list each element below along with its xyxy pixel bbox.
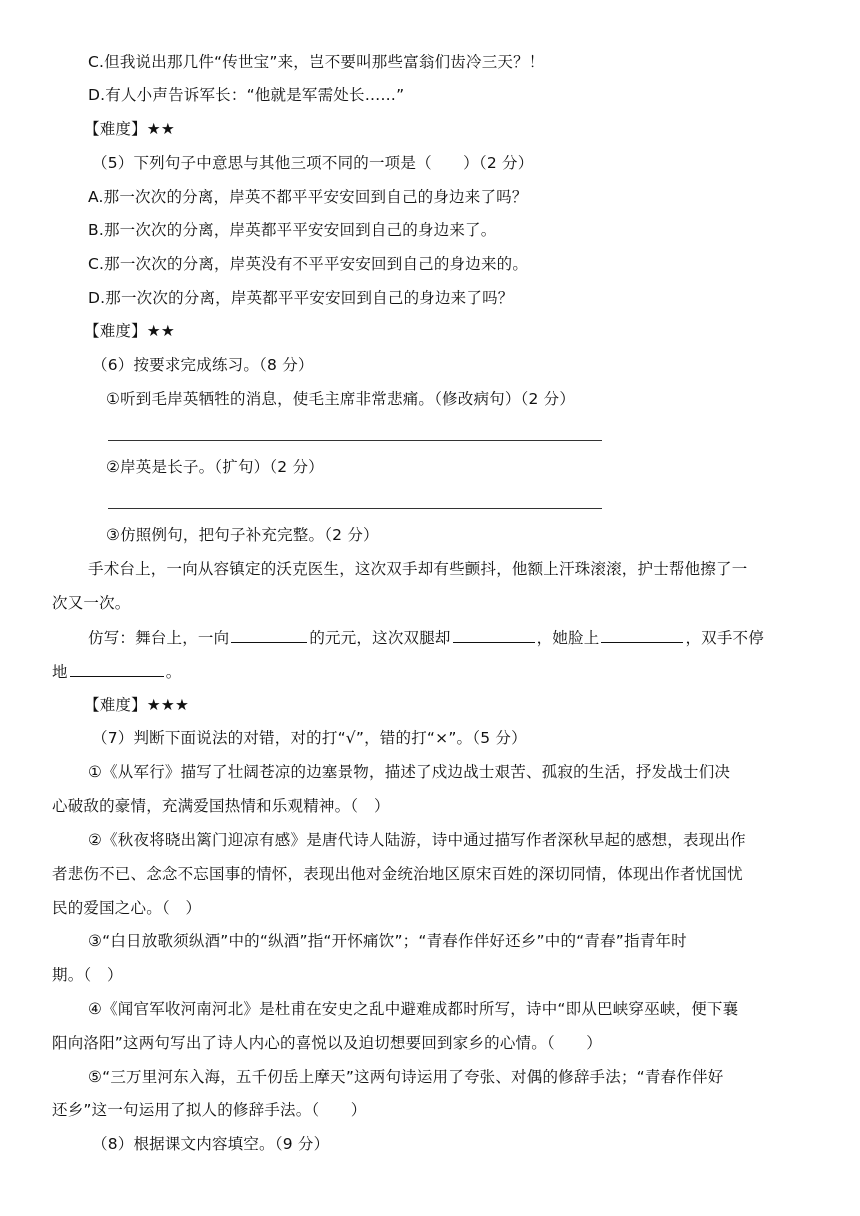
example-sentence-line-1: 手术台上，一向从容镇定的沃克医生，这次双手却有些颤抖，他额上汗珠滚滚，护士帮他擦了一 [88, 560, 748, 578]
imitation-text: 。 [165, 663, 182, 681]
question-8-stem: （8）根据课文内容填空。（9 分） [92, 1135, 330, 1153]
question-7-stem: （7）判断下面说法的对错，对的打“√”，错的打“×”。（5 分） [92, 729, 527, 747]
fill-blank[interactable] [70, 660, 164, 677]
question-7-item-3: ③“白日放歌须纵酒”中的“纵酒”指“开怀痛饮”；“青春作伴好还乡”中的“青春”指青年时 [88, 932, 687, 950]
question-5-stem: （5）下列句子中意思与其他三项不同的一项是（ ）（2 分） [92, 154, 534, 172]
imitation-text: 仿写：舞台上，一向 [88, 629, 230, 647]
question-7-item-1-cont: 心破敌的豪情，充满爱国热情和乐观精神。（ ） [52, 797, 390, 815]
difficulty-label: 【难度】★★★ [84, 696, 190, 714]
imitation-text: ，双手不停 [685, 629, 764, 647]
question-6-item-3: ③仿照例句，把句子补充完整。（2 分） [106, 526, 379, 544]
imitation-line-2 [52, 660, 181, 683]
option-c-line: C.但我说出那几件“传世宝”来，岂不要叫那些富翁们齿冷三天？！ [88, 53, 545, 71]
question-6-item-2: ②岸英是长子。（扩句）（2 分） [106, 458, 324, 476]
question-7-item-3-cont: 期。（ ） [52, 966, 123, 984]
question-7-item-1: ①《从军行》描写了壮阔苍凉的边塞景物，描述了戍边战士艰苦、孤寂的生活，抒发战士们决 [88, 763, 731, 781]
option-d-line: D.有人小声告诉军长：“他就是军需处长……” [88, 86, 405, 104]
question-7-item-4: ④《闻官军收河南河北》是杜甫在安史之乱中避难成都时所写，诗中“即从巴峡穿巫峡，便下襄 [88, 1000, 739, 1018]
question-7-item-2-cont: 者悲伤不已、念念不忘国事的情怀，表现出他对金统治地区原宋百姓的深切同情，体现出作者忧国忧 [52, 865, 743, 883]
imitation-line-1 [88, 626, 764, 649]
question-7-item-5: ⑤“三万里河东入海，五千仞岳上摩天”这两句诗运用了夸张、对偶的修辞手法；“青春作伴好 [88, 1068, 724, 1086]
answer-line[interactable] [108, 440, 602, 441]
question-5-option-a: A.那一次次的分离，岸英不都平平安安回到自己的身边来了吗？ [88, 188, 528, 206]
question-6-item-1: ①听到毛岸英牺牲的消息，使毛主席非常悲痛。（修改病句）（2 分） [106, 390, 576, 408]
fill-blank[interactable] [601, 626, 683, 643]
example-sentence-line-2: 次又一次。 [52, 594, 131, 612]
fill-blank[interactable] [453, 626, 535, 643]
imitation-text: 地 [52, 663, 68, 681]
question-5-option-c: C.那一次次的分离，岸英没有不平平安安回到自己的身边来的。 [88, 255, 529, 273]
question-7-item-2: ②《秋夜将晓出篱门迎凉有感》是唐代诗人陆游，诗中通过描写作者深秋早起的感想，表现出作 [88, 831, 746, 849]
question-6-stem: （6）按要求完成练习。（8 分） [92, 356, 314, 374]
question-7-item-4-cont: 阳向洛阳”这两句写出了诗人内心的喜悦以及迫切想要回到家乡的心情。（ ） [52, 1034, 602, 1052]
difficulty-label: 【难度】★★ [84, 120, 175, 138]
question-5-option-d: D.那一次次的分离，岸英都平平安安回到自己的身边来了吗？ [88, 289, 514, 307]
fill-blank[interactable] [231, 626, 307, 643]
question-5-option-b: B.那一次次的分离，岸英都平平安安回到自己的身边来了。 [88, 221, 497, 239]
imitation-text: 的元元，这次双腿却 [309, 629, 451, 647]
question-7-item-2-cont: 民的爱国之心。（ ） [52, 899, 202, 917]
question-7-item-5-cont: 还乡”这一句运用了拟人的修辞手法。（ ） [52, 1101, 367, 1119]
answer-line[interactable] [108, 508, 602, 509]
difficulty-label: 【难度】★★ [84, 322, 175, 340]
imitation-text: ，她脸上 [536, 629, 600, 647]
